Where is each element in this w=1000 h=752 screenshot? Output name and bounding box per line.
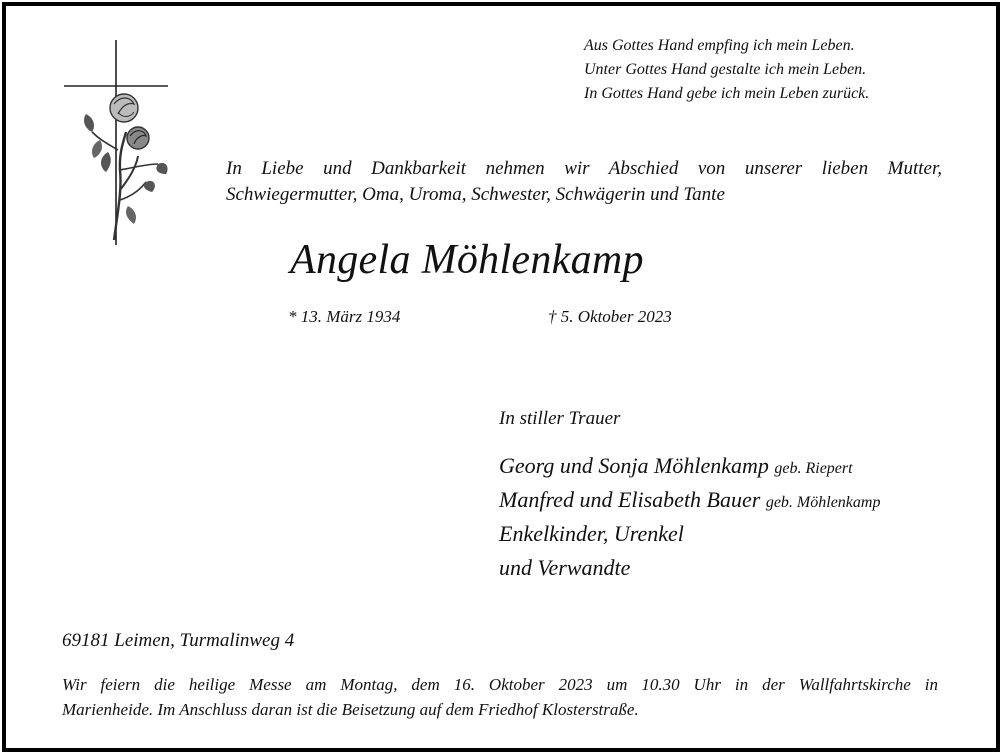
mourner-entry [499,551,630,585]
mourners-heading: In stiller Trauer [499,408,621,429]
birth-date: * 13. März 1934 [288,307,401,326]
cross-with-rose-icon [62,40,172,245]
deceased-name: Angela Möhlenkamp [290,237,644,283]
motto-line: In Gottes Hand gebe ich mein Leben zurück. [584,85,870,102]
intro-text [226,156,942,208]
mourner-entry [499,483,880,520]
mourner-name: Manfred und Elisabeth Bauer [499,487,761,512]
mourner-name: Enkelkinder, Urenkel [499,521,684,546]
notice-line: Wir feiern die heilige Messe am Montag, dem 16. Oktober 2023 um 10.30 Uhr in der Wallfahrtskirche in [62,675,938,694]
mourner-entry [499,517,684,551]
mourner-note: geb. Möhlenkamp [765,494,881,511]
intro-line: Schwiegermutter, Oma, Uroma, Schwester, Schwägerin und Tante [226,184,725,205]
mourner-name: Georg und Sonja Möhlenkamp [499,453,769,478]
death-date: † 5. Oktober 2023 [548,307,672,326]
motto-line: Aus Gottes Hand empfing ich mein Leben. [584,37,855,54]
address: 69181 Leimen, Turmalinweg 4 [62,630,295,651]
intro-line: In Liebe und Dankbarkeit nehmen wir Abschied von unserer lieben Mutter, [226,158,942,179]
motto-line: Unter Gottes Hand gestalte ich mein Leben. [584,61,867,78]
service-notice [62,672,938,722]
mourner-name: und Verwandte [499,555,631,580]
notice-line: Marienheide. Im Anschluss daran ist die Beisetzung auf dem Friedhof Klosterstraße. [62,700,639,719]
mourner-entry [499,449,853,486]
obituary-frame [2,2,1000,752]
mourner-note: geb. Riepert [774,460,853,477]
